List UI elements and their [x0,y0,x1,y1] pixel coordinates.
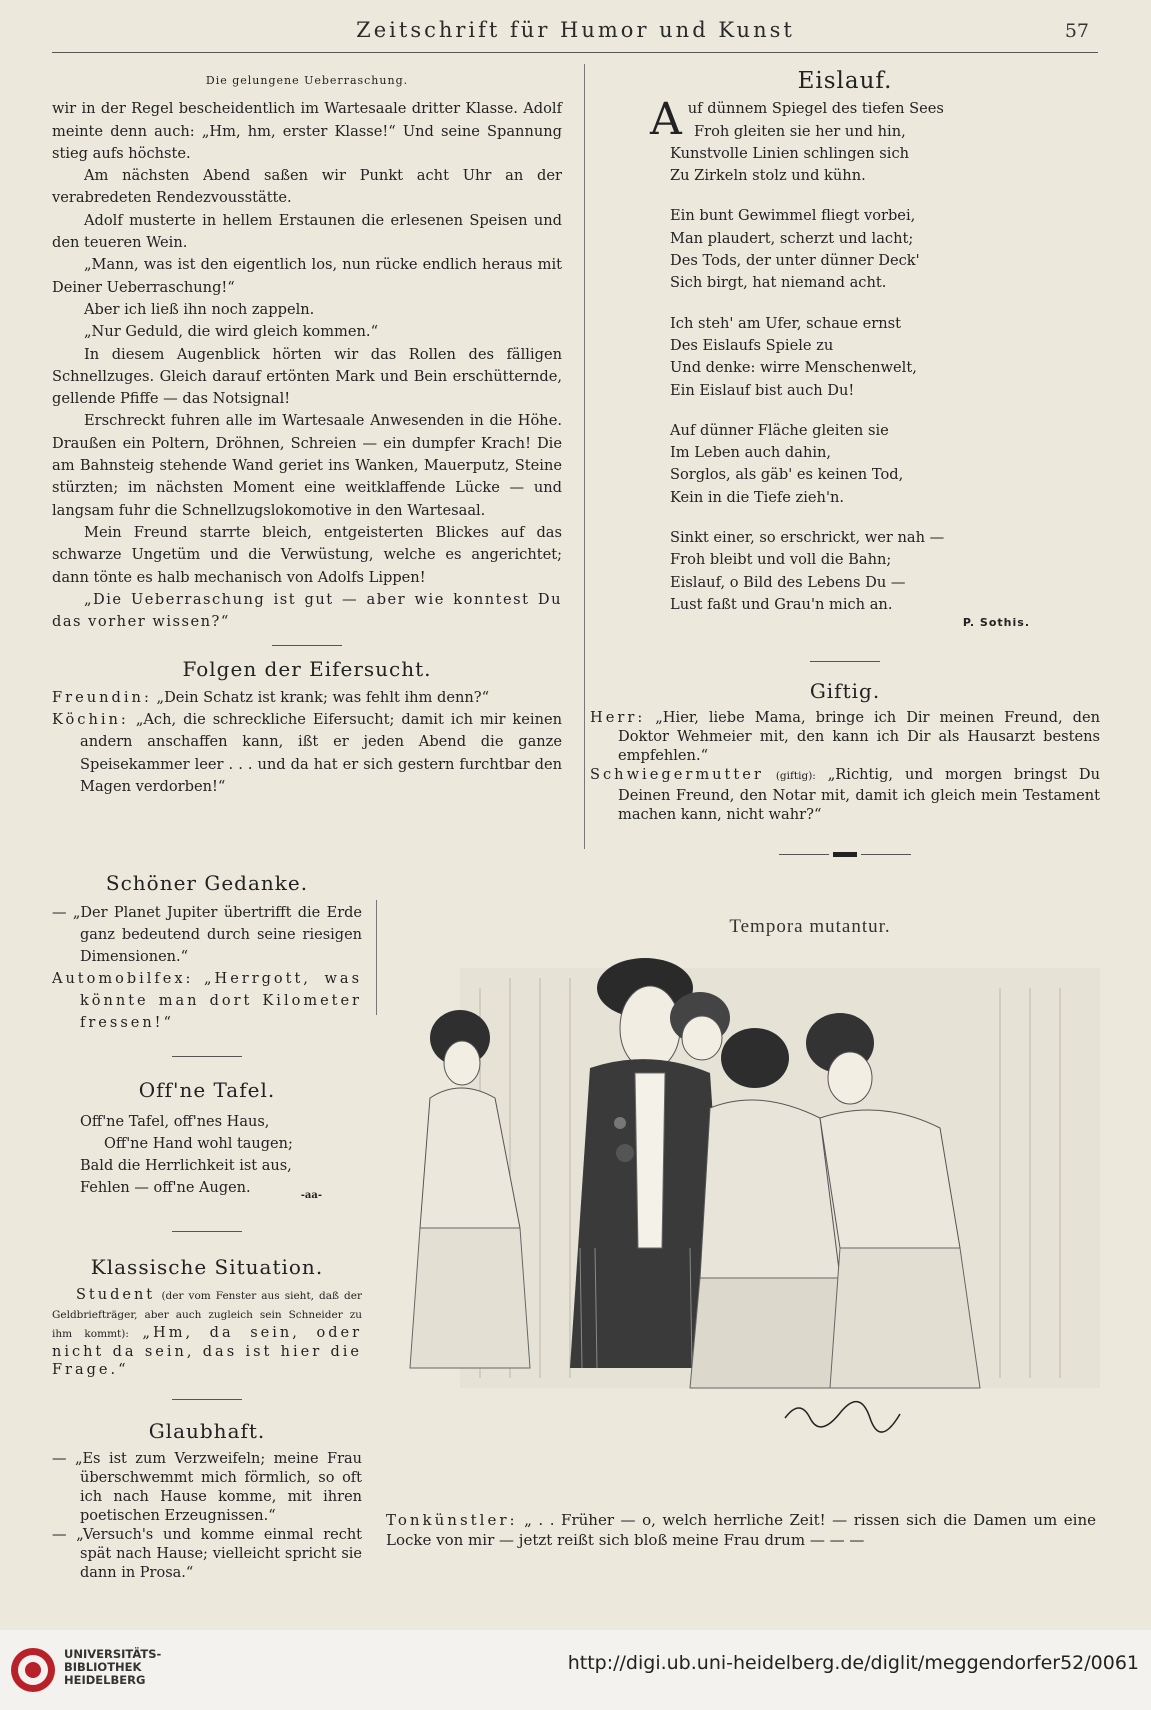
page-number: 57 [1064,20,1089,42]
artist-signature [785,1402,900,1432]
section-rule [272,645,342,646]
speaker: Automobilfex: [52,971,194,987]
verse-line: Froh gleiten sie her und hin, [694,122,906,140]
folgen-title: Folgen der Eifersucht. [182,657,432,682]
schoener-title: Schöner Gedanke. [105,871,309,895]
verse-line: Des Tods, der unter dünner Deck' [670,252,920,270]
verse-line: Ein Eislauf bist auch Du! [670,381,855,399]
verse-line: Off'ne Tafel, off'nes Haus, [80,1114,270,1130]
dialog-line: — „Es ist zum Verzweifeln; meine Frau überschwemmt mich förmlich, so oft ich nach Hause komme, mit ihren poetischen Erzeugnissen.“ [52,1451,362,1524]
verse-line: Lust faßt und Grau'n mich an. [670,595,893,613]
giftig-title: Giftig. [809,678,881,703]
right-column [590,70,1100,875]
poem-author: P. Sothis. [962,616,1030,630]
story-paragraph: Erschreckt fuhren alle im Wartesaale Anwesenden in die Höhe. Draußen ein Poltern, Dröhnen, Schreien — ein dumpfer Krach! Die am Bahnsteig stehende Wand geriet ins Wanken, Mauerputz, Steine stürzten; im nächsten Moment eine weitklaffende Lücke — und langsam fuhr die Schnellzugslokomotive in den Wartesaal. [52,412,562,519]
lower-left-column [52,872,362,1583]
column-divider [584,64,585,849]
story-paragraph: Am nächsten Abend saßen wir Punkt acht Uhr an der verabredeten Rendezvousstätte. [52,167,562,207]
verse-line: Und denke: wirre Menschenwelt, [670,359,917,377]
dialog-line: — „Versuch's und komme einmal recht spät nach Hause; vielleicht spricht sie dann in Prosa.“ [52,1527,362,1581]
verse-line: Off'ne Hand wohl taugen; [104,1136,293,1152]
story-paragraph: Aber ich ließ ihn noch zappeln. [84,300,315,318]
speaker: Freundin: [52,688,152,706]
ornament-line [861,854,911,855]
verse-line: Sinkt einer, so erschrickt, wer nah — [670,529,945,547]
dialog-text: „Richtig, und morgen bringst Du Deinen Freund, den Notar mit, damit ich gleich mein Testament machen kann, nicht wahr?“ [618,765,1101,823]
klassisch-title: Klassische Situation. [90,1255,324,1279]
dialog-line [590,765,1100,824]
verse-line: Man plaudert, scherzt und lacht; [670,229,914,247]
caption-speaker: Tonkünstler: [386,1511,518,1529]
story-paragraph: Mein Freund starrte bleich, entgeisterten Blickes auf das schwarze Ungetüm und die Verwüstung, welche es angerichtet; dann tönte es halb mechanisch von Adolfs Lippen! [52,523,562,586]
library-name-line: UNIVERSITÄTS- [64,1647,162,1661]
verse-line: Ein bunt Gewimmel fliegt vorbei, [670,207,916,225]
dialog-line [52,1286,362,1379]
university-seal-icon [8,1646,58,1694]
glaubhaft-title: Glaubhaft. [148,1419,266,1443]
verse-line: Froh bleibt und voll die Bahn; [670,551,892,569]
library-name-line: BIBLIOTHEK [64,1660,142,1674]
footer-bar [0,1630,1151,1710]
section-rule [172,1231,242,1232]
dialog-line [52,968,362,1034]
stanza [590,205,1100,294]
ornament-line [779,854,829,855]
section-rule [172,1399,242,1400]
story-paragraph: wir in der Regel bescheidentlich im Wartesaale dritter Klasse. Adolf meinte denn auch: „Hm, hm, erster Klasse!“ Und seine Spannung stieg aufs höchste. [52,100,562,162]
speaker: Schwiegermutter [590,765,764,783]
story-subhead: Die gelungene Ueberraschung. [205,74,409,87]
stanza [590,420,1100,509]
ornament-divider [775,852,915,857]
dialog-line [52,687,562,709]
verse-line: Auf dünner Fläche gleiten sie [670,421,889,439]
verse-line: Im Leben auch dahin, [670,444,832,462]
verse-line: Kein in die Tiefe zieh'n. [670,488,844,506]
eislauf-title: Eislauf. [797,68,893,94]
story-paragraph: „Nur Geduld, die wird gleich kommen.“ [84,323,379,341]
verse-line: Sich birgt, hat niemand acht. [670,274,887,292]
medal [616,1144,634,1162]
story-paragraph: Adolf musterte in hellem Erstaunen die erlesenen Speisen und den teueren Wein. [52,211,562,252]
verse-line: Eislauf, o Bild des Lebens Du — [670,573,906,591]
verse-line: Zu Zirkeln stolz und kühn. [670,167,866,185]
cartoon-illustration [400,948,1100,1508]
header-rule [52,52,1098,53]
section-rule [172,1056,242,1057]
section-rule [810,661,880,662]
verse-line: Des Eislaufs Spiele zu [670,336,834,354]
speaker: Student [76,1287,156,1303]
verse-line: Ich steh' am Ufer, schaue ernst [670,314,901,332]
verse-line: Bald die Herrlichkeit ist aus, [80,1158,292,1174]
cartoon-title: Tempora mutantur. [729,916,891,937]
dialog-text: „Ach, die schreckliche Eifersucht; damit ich mir keinen andern anschaffen kann, ißt er jeden Abend die ganze Speisekammer leer . . . und da hat er sich gestern furchtbar den Magen verdorben!“ [80,711,563,795]
column-divider-lower [376,900,377,1015]
stanza [590,527,1100,616]
dialog-line: — „Der Planet Jupiter übertrifft die Erde ganz bedeutend durch seine riesigen Dimensionen.“ [52,905,362,965]
story-paragraph: „Mann, was ist den eigentlich los, nun rücke endlich heraus mit Deiner Ueberraschung!“ [52,256,562,296]
source-url-link[interactable]: http://digi.ub.uni-heidelberg.de/diglit/meggendorfer52/0061 [567,1652,1139,1674]
dialog-line [52,709,562,798]
verse-line: Fehlen — off'ne Augen. [80,1180,251,1196]
caption-text: „ . . Früher — o, welch herrliche Zeit! — rissen sich die Damen um eine Locke von mir — jetzt reißt sich bloß meine Frau drum — — — [386,1511,1096,1549]
stanza [590,313,1100,402]
dialog-text: „Dein Schatz ist krank; was fehlt ihm denn?“ [156,688,490,706]
stage-direction: (giftig): [775,769,816,782]
verse-line: Kunstvolle Linien schlingen sich [670,144,910,162]
verse-line: Sorglos, als gäb' es keinen Tod, [670,466,904,484]
drop-cap: A [650,94,682,146]
dialog-text: „Hier, liebe Mama, bringe ich Dir meinen Freund, den Doktor Wehmeier mit, den kann ich Dir als Hausarzt bestens empfehlen.“ [618,708,1101,764]
dialog-text: „Herrgott, was könnte man dort Kilometer fressen!“ [80,971,363,1031]
stage-direction: (der vom Fenster aus sieht, daß der Geldbriefträger, aber auch zugleich sein Schneider zu ihm kommt): [52,1290,362,1340]
dialog-text: „Hm, da sein, oder nicht da sein, das ist hier die Frage.“ [52,1325,362,1378]
library-name-line: HEIDELBERG [64,1673,146,1687]
running-title: Zeitschrift für Humor und Kunst [356,18,795,42]
dialog-line [590,708,1100,765]
verse-line: uf dünnem Spiegel des tiefen Sees [687,100,944,118]
speaker: Köchin: [52,711,129,729]
story-final-line: „Die Ueberraschung ist gut — aber wie konntest Du das vorher wissen?“ [52,590,562,631]
stanza [590,94,1100,187]
cartoon-caption [386,1510,1096,1550]
speaker: Herr: [590,708,646,726]
offne-title: Off'ne Tafel. [138,1078,276,1102]
signature: -aa- [300,1190,322,1201]
story-paragraph: In diesem Augenblick hörten wir das Rollen des fälligen Schnellzuges. Gleich darauf ertönten Mark und Bein erschütternde, gellende Pfiffe — das Notsignal! [52,345,562,408]
library-name[interactable] [64,1648,161,1687]
left-column [52,70,562,798]
medal [614,1117,626,1129]
ornament-block [833,852,857,857]
